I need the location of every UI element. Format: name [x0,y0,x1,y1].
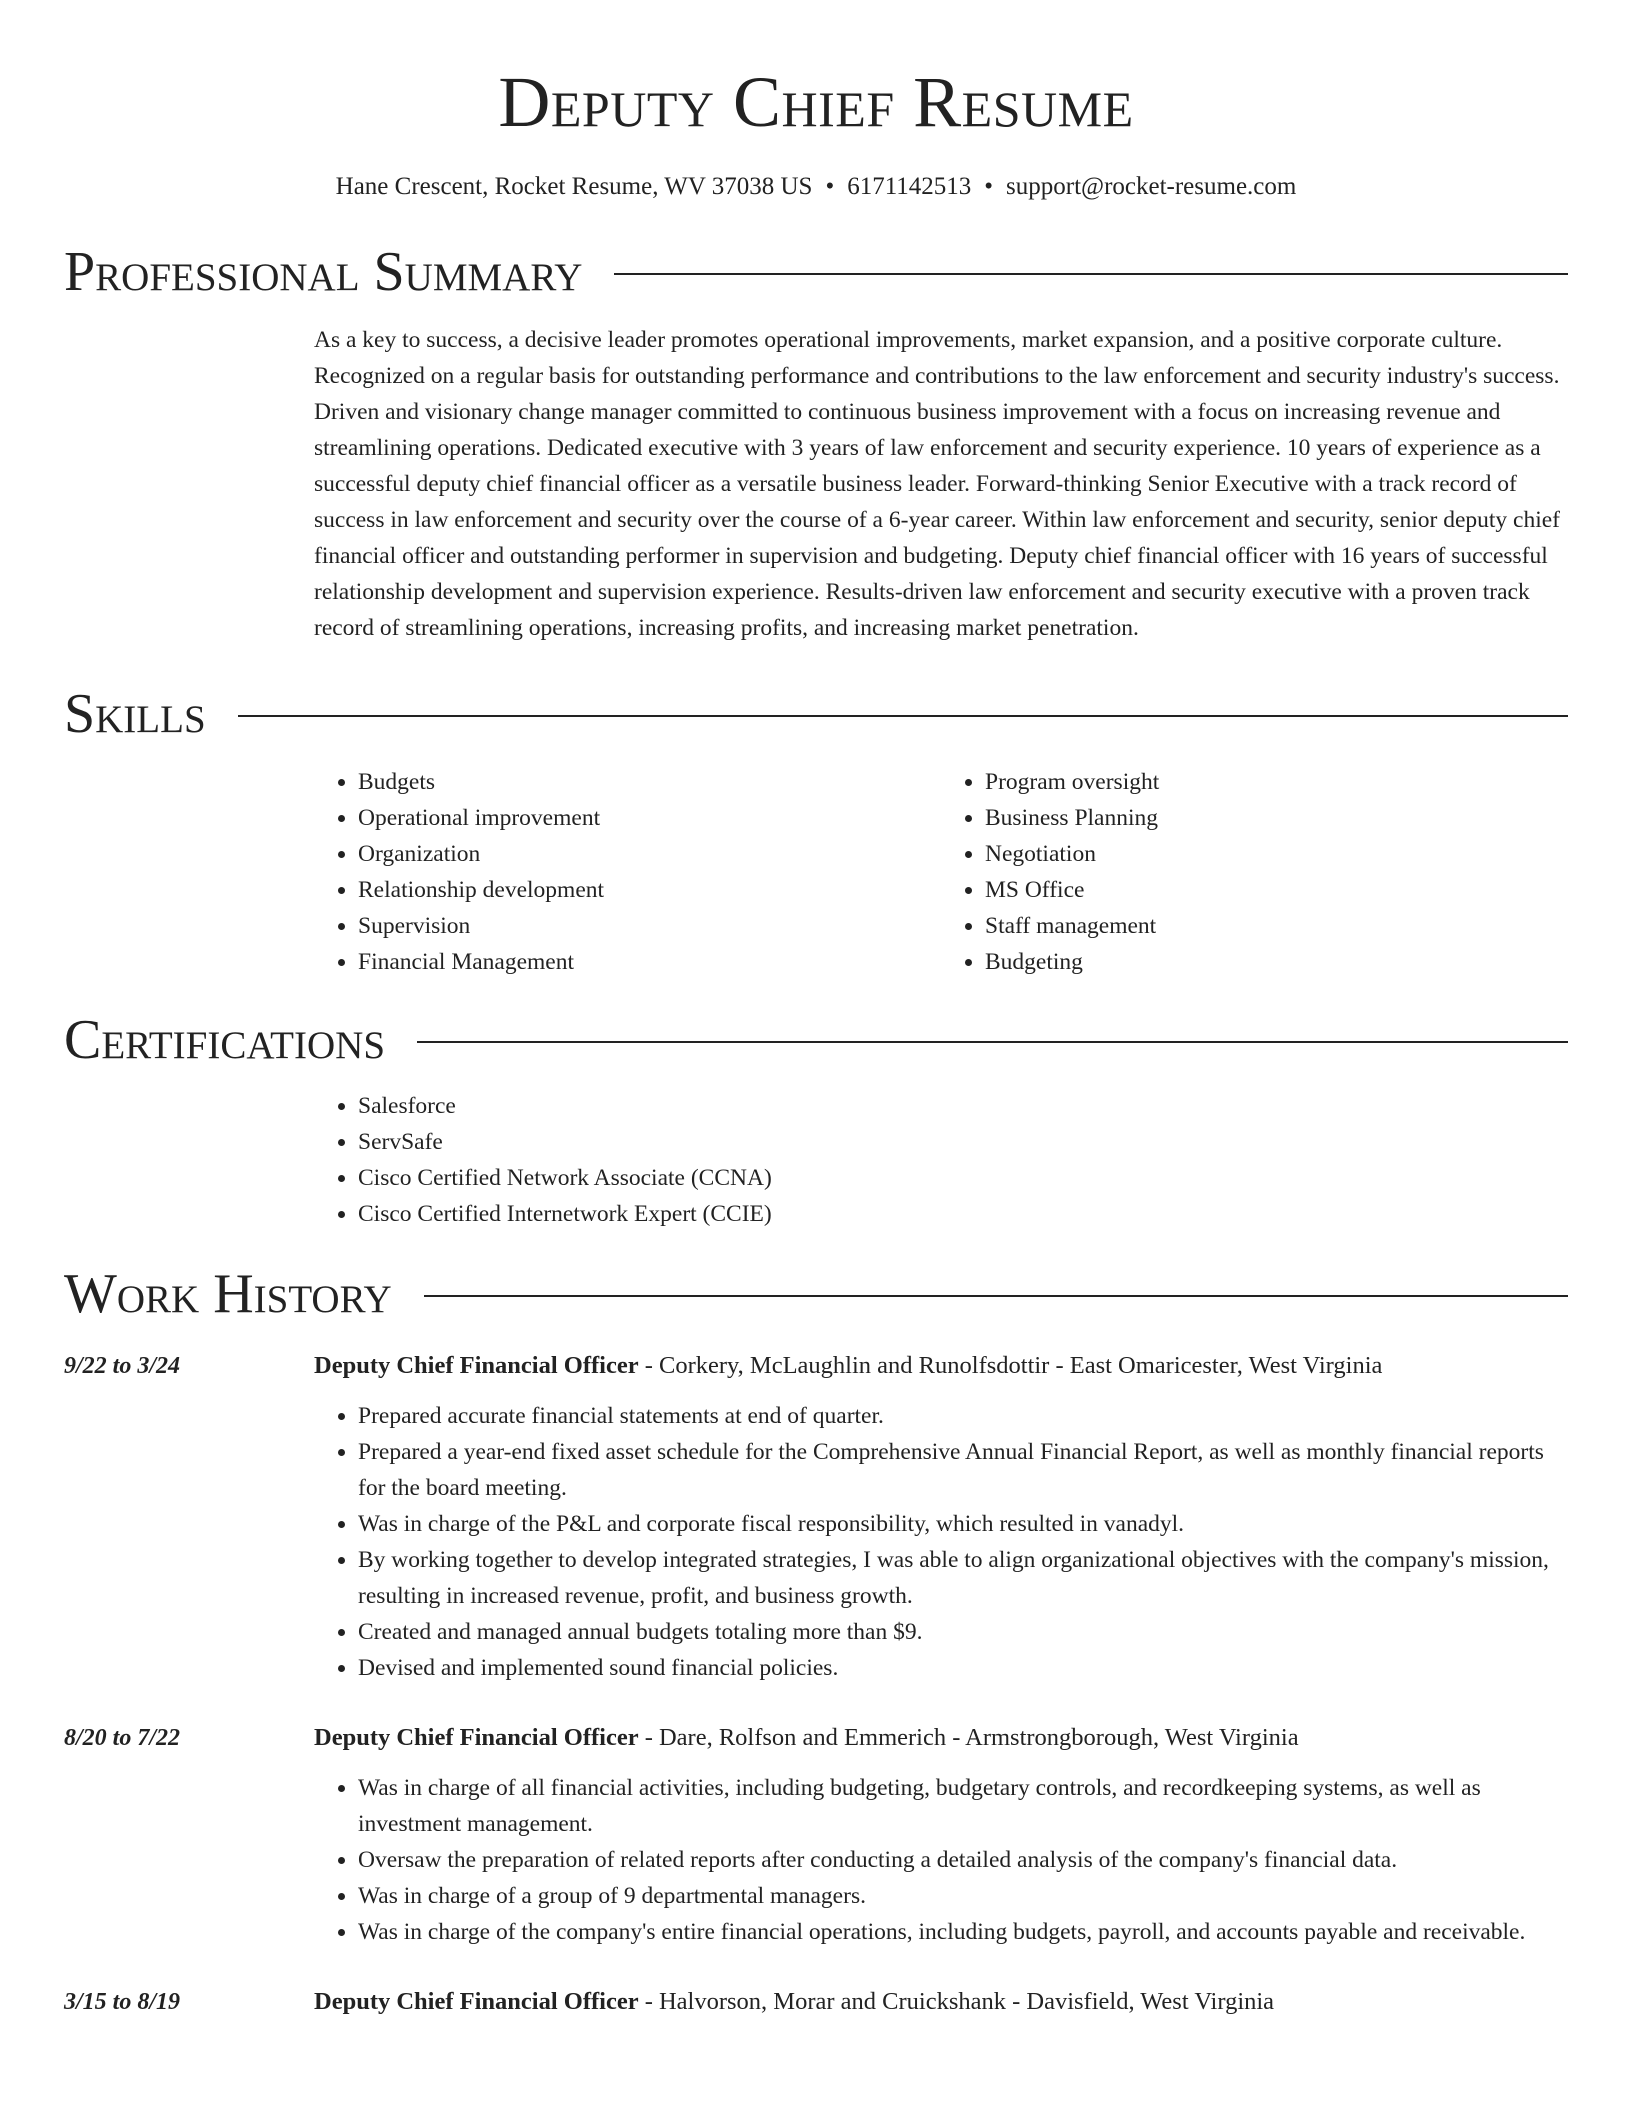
contact-address: Hane Crescent, Rocket Resume, WV 37038 US [335,173,813,200]
certifications-heading: Certifications [64,1009,386,1071]
job-bullet: • By working together to develop integrated strategies, I was able to align organizational objectives with the company's mission, resulting in increased revenue, profit, and business growth. [358,1542,1568,1614]
contact-email: support@rocket-resume.com [1006,173,1297,200]
skill-item: • Business Planning [985,800,1568,836]
certification-item: • Salesforce [358,1088,1568,1124]
job-dates: 8/20 to 7/22 [64,1725,181,1751]
skill-item: • Program oversight [985,764,1568,800]
skill-item: • Operational improvement [358,800,941,836]
job-role: Deputy Chief Financial Officer [314,1724,639,1751]
summary-section-header [64,240,1568,304]
job-dates: 3/15 to 8/19 [64,1989,181,2015]
job-body [314,1720,1568,1950]
certifications-body [314,1088,1568,1232]
skills-grid [314,764,1568,980]
skill-item: • Budgets [358,764,941,800]
section-divider [238,715,1568,717]
section-divider [417,1041,1568,1043]
job-dates: 9/22 to 3/24 [64,1353,181,1379]
skills-heading: Skills [64,683,206,745]
job-entry [64,1720,1568,1950]
contact-separator: • [984,173,994,200]
summary-body [314,322,1568,646]
summary-text: As a key to success, a decisive leader promotes operational improvements, market expansion, and a positive corporate culture. Recognized on a regular basis for outstanding performance and contributions to the law enforcement and security industry's success. Driven and visionary change manager committed to continuous business improvement with a focus on increasing revenue and streamlining operations. Dedicated executive with 3 years of law enforcement and security experience. 10 years of experience as a successful deputy chief financial officer as a versatile business leader. Forward-thinking Senior Executive with a track record of success in law enforcement and security over the course of a 6-year career. Within law enforcement and security, senior deputy chief financial officer and outstanding performer in supervision and budgeting. Deputy chief financial officer with 16 years of successful relationship development and supervision experience. Results-driven law enforcement and security executive with a proven track record of streamlining operations, increasing profits, and increasing market penetration. [314,327,1560,641]
job-heading [314,1720,1568,1756]
job-bullet: • Devised and implemented sound financial policies. [358,1650,1568,1686]
job-body [314,1348,1568,1686]
job-role: Deputy Chief Financial Officer [314,1988,639,2015]
certification-item: • Cisco Certified Internetwork Expert (CCIE) [358,1196,1568,1232]
job-employer-location: - Halvorson, Morar and Cruickshank - Davisfield, West Virginia [638,1988,1275,2015]
certifications-list [314,1088,1568,1232]
job-bullet: • Oversaw the preparation of related reports after conducting a detailed analysis of the company's financial data. [358,1842,1568,1878]
job-bullet: • Was in charge of the P&L and corporate fiscal responsibility, which resulted in vanadyl. [358,1506,1568,1542]
skill-item: • Budgeting [985,944,1568,980]
skills-list-left [314,764,941,980]
skill-item: • Negotiation [985,836,1568,872]
section-divider [424,1295,1568,1297]
work-section-header [64,1262,1568,1326]
job-bullet: • Was in charge of the company's entire financial operations, including budgets, payroll, and accounts payable and receivable. [358,1914,1568,1950]
work-heading: Work History [64,1263,392,1325]
skills-list-right [941,764,1568,980]
skill-item: • Organization [358,836,941,872]
certifications-section-header [64,1008,1568,1072]
contact-line [64,170,1568,204]
certification-item: • Cisco Certified Network Associate (CCNA) [358,1160,1568,1196]
job-bullet: • Prepared accurate financial statements at end of quarter. [358,1398,1568,1434]
certification-item: • ServSafe [358,1124,1568,1160]
skill-item: • Relationship development [358,872,941,908]
job-entry [64,1348,1568,1686]
section-divider [614,273,1568,275]
skill-item: • Supervision [358,908,941,944]
resume-title: Deputy Chief Resume [498,62,1134,142]
contact-phone: 6171142513 [847,173,972,200]
job-heading [314,1984,1568,2020]
job-role: Deputy Chief Financial Officer [314,1352,639,1379]
job-bullet: • Created and managed annual budgets totaling more than $9. [358,1614,1568,1650]
job-bullets [314,1398,1568,1686]
job-entry [64,1984,1568,2034]
job-heading [314,1348,1568,1384]
skill-item: • MS Office [985,872,1568,908]
skill-item: • Financial Management [358,944,941,980]
skills-section-header [64,682,1568,746]
job-bullet: • Prepared a year-end fixed asset schedule for the Comprehensive Annual Financial Report, as well as monthly financial reports for the board meeting. [358,1434,1568,1506]
job-employer-location: - Corkery, McLaughlin and Runolfsdottir - East Omaricester, West Virginia [638,1352,1383,1379]
skill-item: • Staff management [985,908,1568,944]
job-bullet: • Was in charge of all financial activities, including budgeting, budgetary controls, and recordkeeping systems, as well as investment management. [358,1770,1568,1842]
job-employer-location: - Dare, Rolfson and Emmerich - Armstrongborough, West Virginia [638,1724,1299,1751]
job-bullet: • Was in charge of a group of 9 departmental managers. [358,1878,1568,1914]
job-bullets [314,1770,1568,1950]
job-body [314,1984,1568,2034]
summary-heading: Professional Summary [64,241,583,303]
contact-separator: • [825,173,835,200]
